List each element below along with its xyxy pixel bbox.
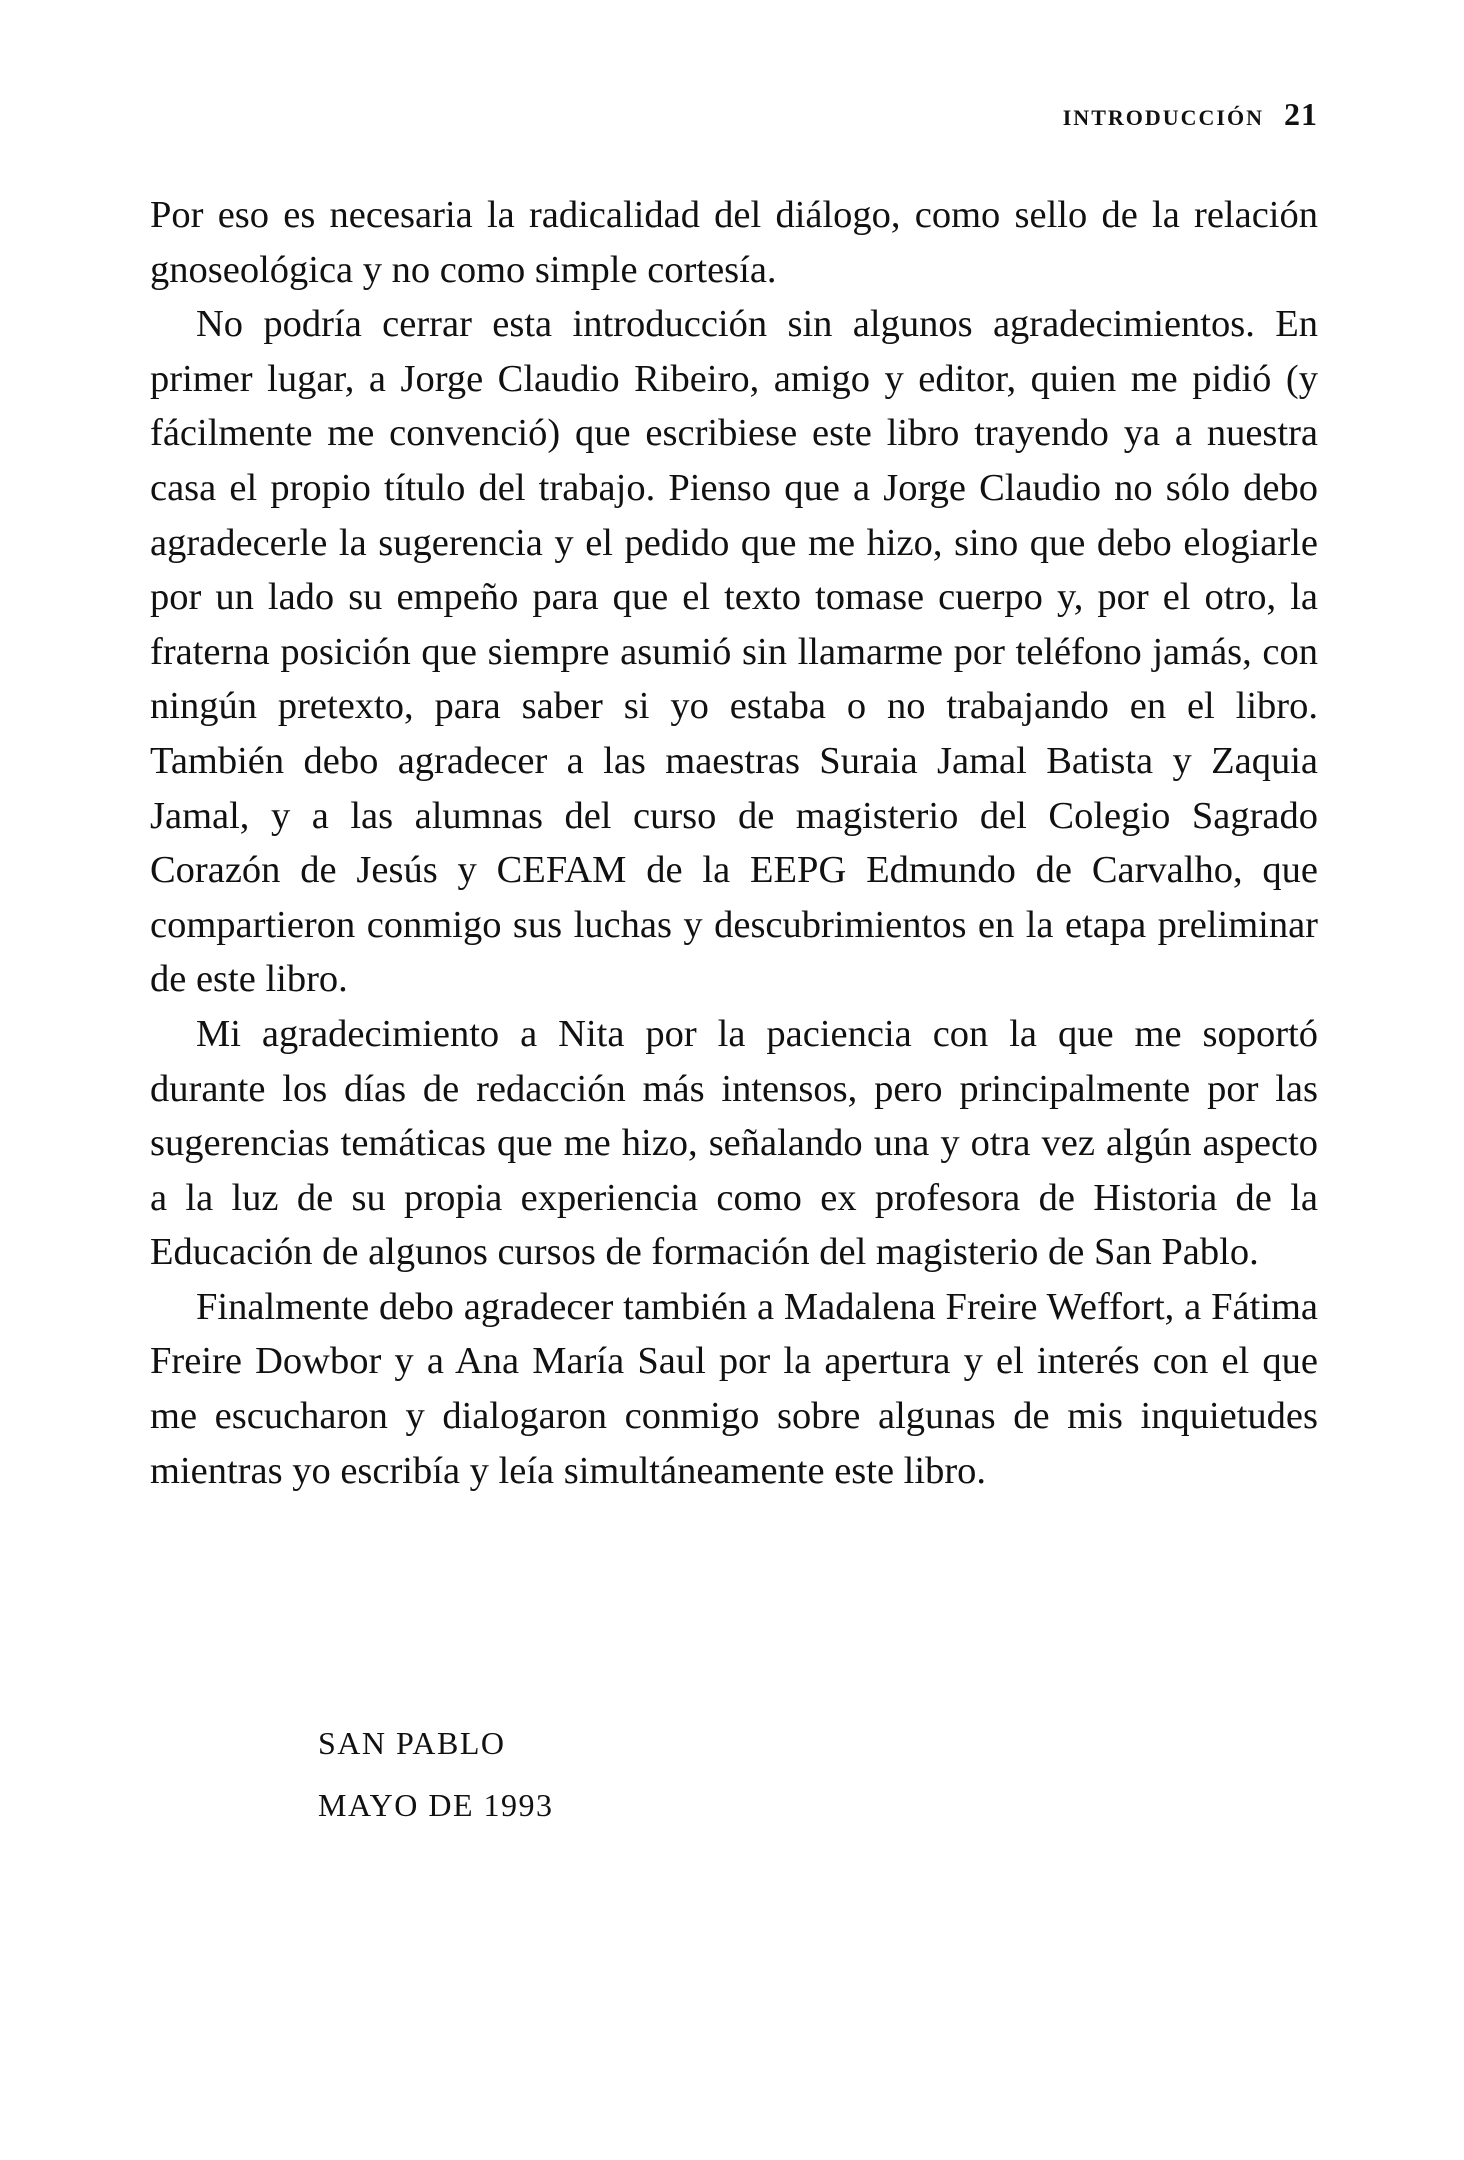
page-number: 21 [1284, 96, 1318, 132]
chapter-title: introducción [1062, 96, 1264, 132]
signature-date: MAYO DE 1993 [318, 1787, 554, 1823]
signature-block [318, 1712, 554, 1836]
running-header [1063, 96, 1318, 133]
body-text [150, 188, 1318, 1498]
paragraph-3: Mi agradecimiento a Nita por la paciencia con la que me soportó durante los días de redacción más intensos, pero principalmente por las sugerencias temáticas que me hizo, señalando una y otra vez algún aspecto a la luz de su propia experiencia como ex profesora de Historia de la Educación de algunos cursos de formación del magisterio de San Pablo. [150, 1012, 1318, 1274]
paragraph-1: Por eso es necesaria la radicalidad del diálogo, como sello de la relación gnoseológica y no como simple cortesía. [150, 194, 1318, 291]
signature-place: SAN PABLO [318, 1725, 506, 1761]
paragraph-4: Finalmente debo agradecer también a Madalena Freire Weffort, a Fátima Freire Dowbor y a Ana María Saul por la apertura y el interés con el que me escucharon y dialogaron conmigo sobre algunas de mis inquietudes mientras yo escribía y leía simultáneamente este libro. [150, 1285, 1318, 1492]
paragraph-2: No podría cerrar esta introducción sin algunos agradecimientos. En primer lugar, a Jorge Claudio Ribeiro, amigo y editor, quien me pidió (y fácilmente me convenció) que escribiese este libro trayendo ya a nuestra casa el propio título del trabajo. Pienso que a Jorge Claudio no sólo debo agradecerle la sugerencia y el pedido que me hizo, sino que debo elogiarle por un lado su empeño para que el texto tomase cuerpo y, por el otro, la fraterna posición que siempre asumió sin llamarme por teléfono jamás, con ningún pretexto, para saber si yo estaba o no trabajando en el libro. También debo agradecer a las maestras Suraia Jamal Batista y Zaquia Jamal, y a las alumnas del curso de magisterio del Colegio Sagrado Corazón de Jesús y CEFAM de la EEPG Edmundo de Carvalho, que compartieron conmigo sus luchas y descubrimientos en la etapa preliminar de este libro. [150, 303, 1318, 1001]
